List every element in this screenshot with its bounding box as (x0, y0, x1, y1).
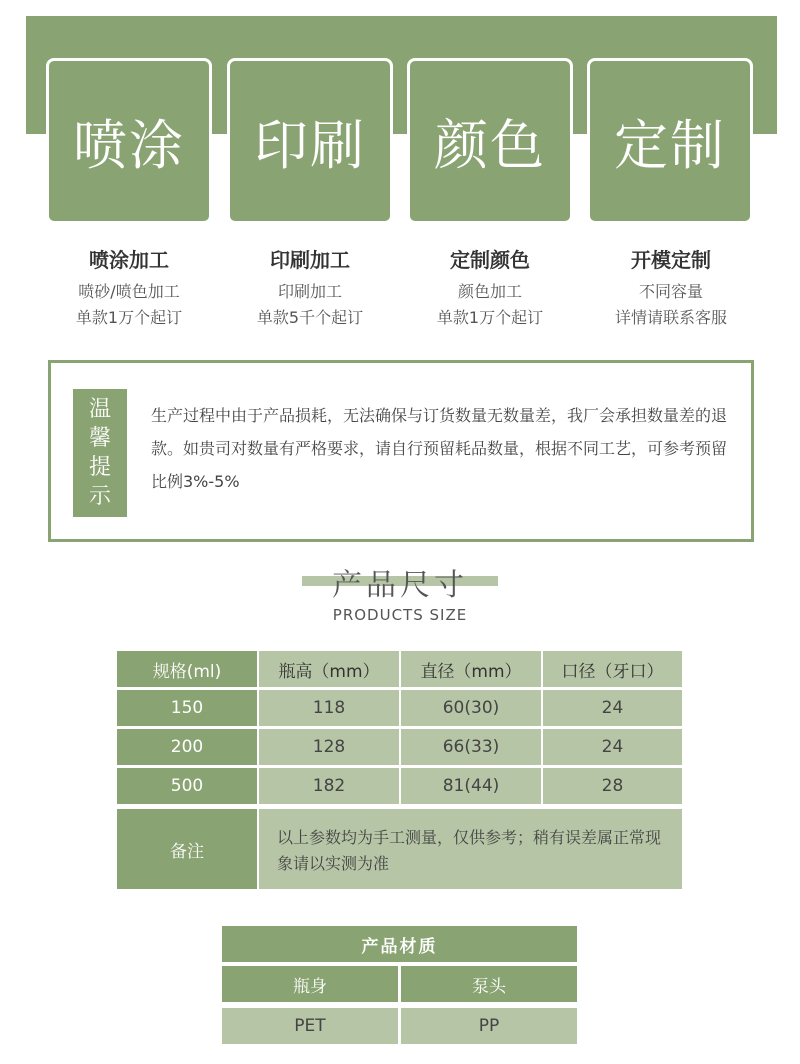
table-cell: 66(33) (401, 729, 541, 765)
material-header: 瓶身 (222, 966, 398, 1002)
section-subtitle: PRODUCTS SIZE (332, 606, 468, 624)
service-line: 颜色加工 (457, 282, 522, 301)
table-cell: 118 (259, 690, 399, 726)
table-cell: 81(44) (401, 768, 541, 804)
service-line: 不同容量 (638, 282, 703, 301)
table-cell: 200 (117, 729, 257, 765)
card-spray (46, 58, 212, 224)
service-print (220, 244, 400, 331)
notice-box (48, 360, 754, 542)
service-line: 单款1万个起订 (75, 308, 183, 327)
card-title: 定制 (593, 64, 747, 218)
table-cell: 128 (259, 729, 399, 765)
service-custom (581, 244, 761, 331)
card-color (407, 58, 573, 224)
card-title: 喷涂 (52, 64, 206, 218)
service-line: 单款1万个起订 (436, 308, 544, 327)
card-print (227, 58, 393, 224)
service-line: 喷砂/喷色加工 (78, 282, 180, 301)
service-name: 定制颜色 (450, 248, 530, 272)
material-value: PP (401, 1008, 577, 1044)
service-line: 印刷加工 (277, 282, 342, 301)
service-color (400, 244, 580, 331)
service-spray (39, 244, 219, 331)
table-header: 规格(ml) (117, 651, 257, 687)
section-title: 产品尺寸 (332, 568, 468, 603)
table-cell: 150 (117, 690, 257, 726)
table-cell: 24 (543, 690, 682, 726)
table-cell: 24 (543, 729, 682, 765)
card-title: 印刷 (233, 64, 387, 218)
service-name: 开模定制 (631, 248, 711, 272)
service-name: 喷涂加工 (89, 248, 169, 272)
service-line: 详情请联系客服 (614, 308, 727, 327)
service-line: 单款5千个起订 (256, 308, 364, 327)
service-name: 印刷加工 (270, 248, 350, 272)
table-header: 直径（mm） (401, 651, 541, 687)
notice-text: 生产过程中由于产品损耗，无法确保与订货数量无数量差，我厂会承担数量差的退款。如贵司对数量有严格要求，请自行预留耗品数量，根据不同工艺，可参考预留比例3%-5% (151, 406, 728, 491)
notice-tag-char: 馨 (88, 426, 111, 451)
notice-tag (73, 389, 127, 517)
table-cell: 500 (117, 768, 257, 804)
table-header: 瓶高（mm） (259, 651, 399, 687)
material-value: PET (222, 1008, 398, 1044)
table-header: 口径（牙口） (543, 651, 682, 687)
card-title: 颜色 (413, 64, 567, 218)
material-header: 泵头 (401, 966, 577, 1002)
table-cell: 60(30) (401, 690, 541, 726)
table-cell: 182 (259, 768, 399, 804)
card-custom (587, 58, 753, 224)
table-cell: 28 (543, 768, 682, 804)
remark-text: 以上参数均为手工测量，仅供参考；稍有误差属正常现象请以实测为准 (259, 809, 682, 889)
material-table-title: 产品材质 (222, 926, 577, 962)
notice-tag-char: 提 (88, 455, 111, 480)
remark-label: 备注 (117, 809, 257, 889)
notice-tag-char: 示 (88, 484, 111, 509)
notice-tag-char: 温 (88, 397, 111, 422)
